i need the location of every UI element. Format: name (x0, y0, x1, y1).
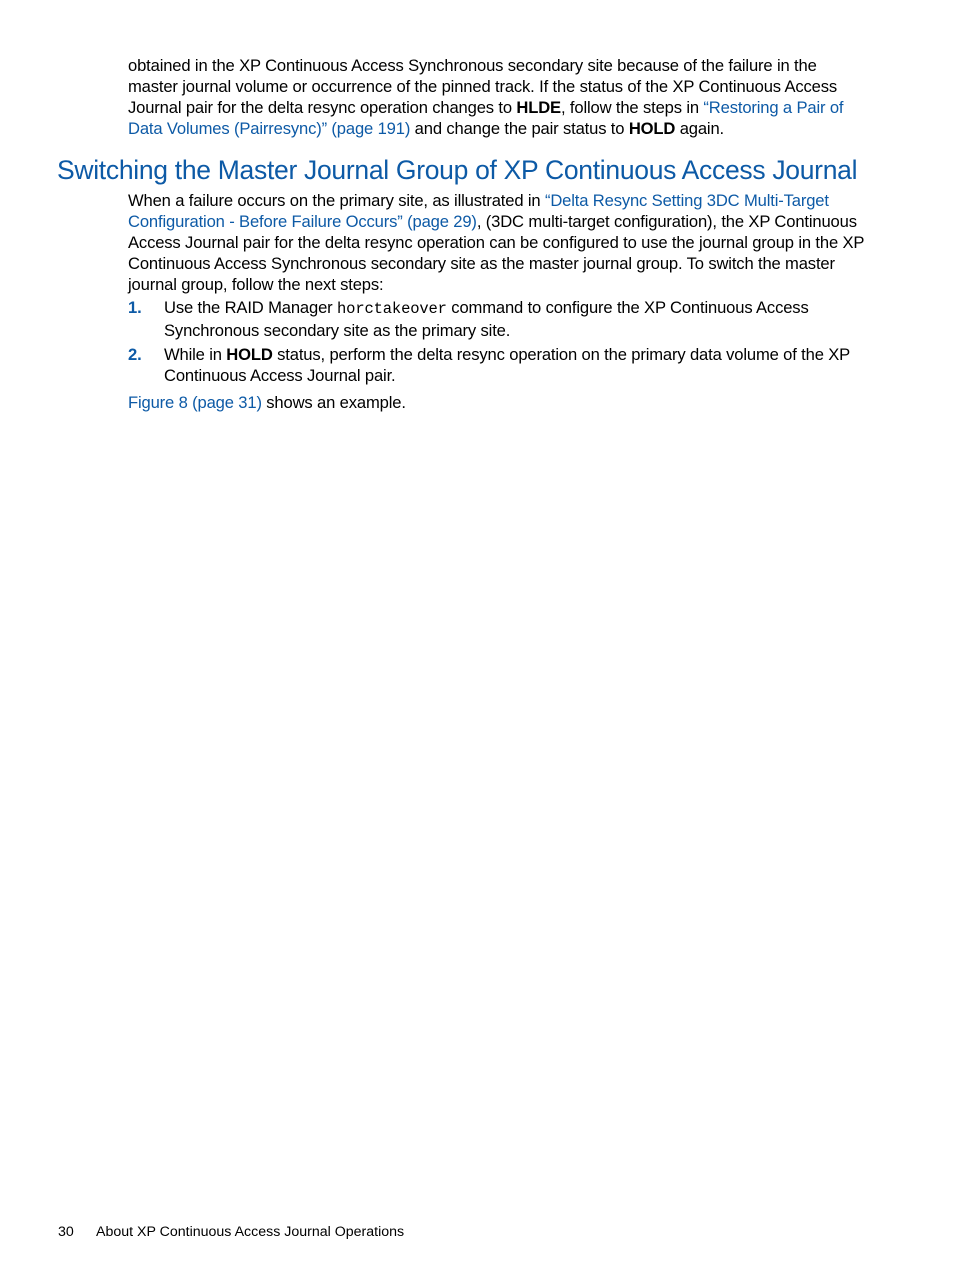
status-hlde: HLDE (516, 98, 561, 117)
list-item (128, 344, 870, 386)
lead-text-1: When a failure occurs on the primary site, as illustrated in (128, 191, 545, 210)
lead-text-2: , (3DC multi-target configuration), the XP Continuous Access Journal pair for the delta resync operation can be configured to use the journal group in the XP Continuous Access Synchronous secondary site as the master journal group. To switch the master journal group, follow the next steps: (128, 212, 865, 294)
step-number: 2. (128, 345, 142, 364)
step-text: While in (164, 345, 227, 364)
step-text: Use the RAID Manager (164, 298, 338, 317)
page-footer (58, 1222, 404, 1242)
chapter-title: About XP Continuous Access Journal Operations (96, 1224, 405, 1240)
status-hold: HOLD (628, 119, 676, 138)
section-heading: Switching the Master Journal Group of XP Continuous Access Journal (57, 155, 858, 185)
intro-paragraph (128, 55, 870, 139)
section-lead-paragraph (128, 190, 870, 295)
delta-resync-figure-link[interactable]: “Delta Resync Setting 3DC Multi-Target Configuration - Before Failure Occurs” (page 29) (128, 191, 829, 231)
command-code: horctakeover (337, 300, 447, 318)
step-text: command to configure the XP Continuous Access Synchronous secondary site as the primary site. (164, 298, 809, 340)
status-hold: HOLD (226, 345, 273, 364)
list-item (128, 297, 870, 341)
intro-text-2: , follow the steps in (560, 98, 704, 117)
step-text: status, perform the delta resync operation on the primary data volume of the XP Continuous Access Journal pair. (164, 345, 850, 385)
step-number: 1. (128, 298, 142, 317)
closing-paragraph (128, 392, 870, 413)
intro-text-4: again. (675, 119, 725, 138)
steps-list (128, 297, 870, 389)
closing-text: shows an example. (261, 393, 406, 412)
page-number: 30 (58, 1224, 74, 1240)
intro-text-3: and change the pair status to (410, 119, 629, 138)
figure-8-link[interactable]: Figure 8 (page 31) (128, 393, 262, 412)
restoring-pair-link[interactable]: “Restoring a Pair of Data Volumes (Pairresync)” (page 191) (128, 98, 844, 138)
intro-text-1: obtained in the XP Continuous Access Synchronous secondary site because of the failure in the master journal volume or occurrence of the pinned track. If the status of the XP Continuous Access Journal pair for the delta resync operation changes to (128, 56, 838, 117)
